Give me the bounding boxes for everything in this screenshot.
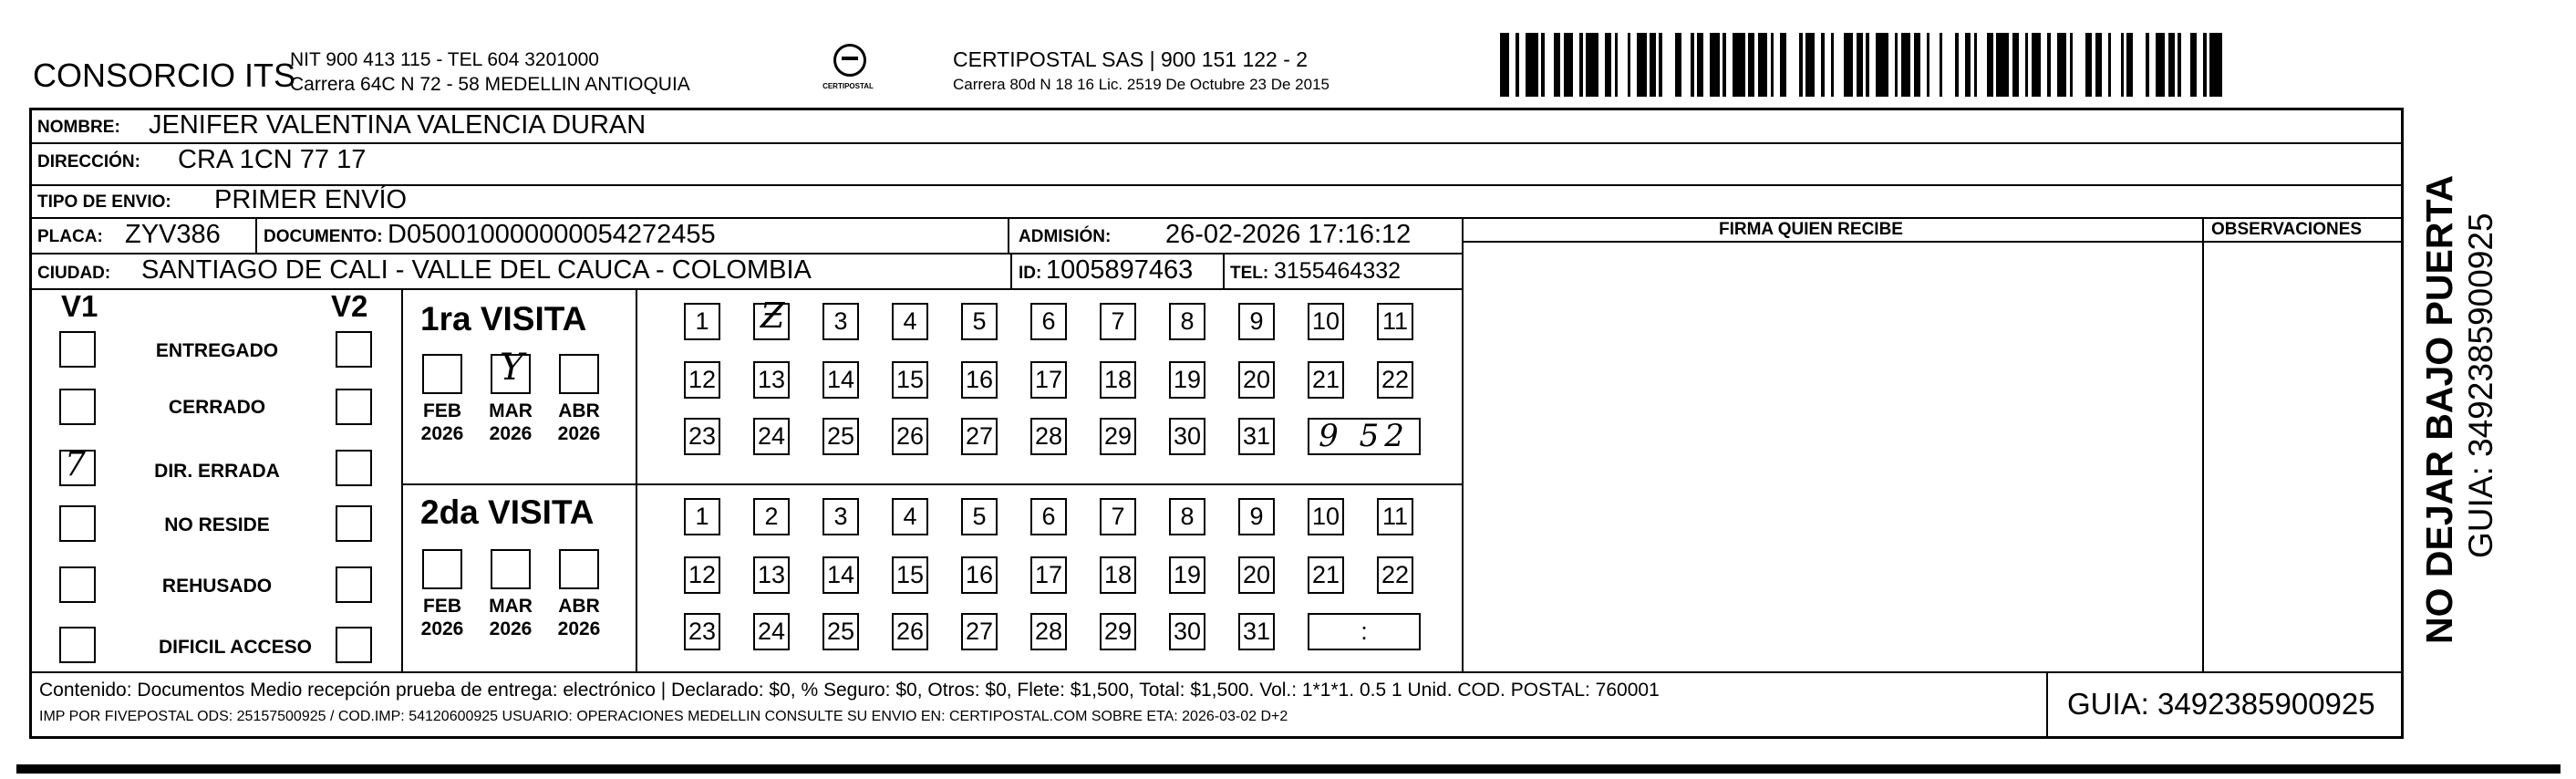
- visit1-day-30[interactable]: 30: [1169, 418, 1205, 455]
- status-rehusado: REHUSADO: [161, 576, 273, 597]
- tipo-envio-label: TIPO DE ENVIO:: [37, 192, 171, 212]
- status-entregado: ENTREGADO: [155, 340, 279, 361]
- visit2-month-box-abr[interactable]: [559, 549, 599, 589]
- v2-header: V2: [331, 289, 368, 323]
- v1-header: V1: [61, 289, 98, 323]
- company-info: [290, 47, 690, 97]
- nit-line: NIT 900 413 115 - TEL 604 3201000: [290, 49, 599, 70]
- visit2-day-26[interactable]: 26: [892, 613, 928, 650]
- certipostal-info: [953, 47, 1329, 97]
- visit2-day-11[interactable]: 11: [1377, 498, 1413, 535]
- footer-imp-line: IMP POR FIVEPOSTAL ODS: 25157500925 / COD.IMP: 54120600925 USUARIO: OPERACIONES MEDELLIN CONSULTE SU ENVIO EN: CERTIPOSTAL.COM SOBRE ETA: 2026-03-02 D+2: [39, 709, 1288, 724]
- visit1-month-label-abr: ABR 2026: [557, 400, 601, 444]
- delivery-form: [29, 108, 2404, 739]
- nombre-value: JENIFER VALENTINA VALENCIA DURAN: [149, 110, 647, 140]
- visit1-day-24[interactable]: 24: [753, 418, 790, 455]
- visit1-month-label-feb: FEB 2026: [420, 400, 464, 444]
- visit1-month-box-feb[interactable]: [422, 354, 462, 394]
- status-dificil-acceso: DIFICIL ACCESO: [158, 637, 312, 658]
- visit1-day-5[interactable]: 5: [961, 303, 998, 340]
- visit2-month-box-mar[interactable]: [491, 549, 531, 589]
- barcode: [1500, 33, 2229, 97]
- v2-checkbox-cerrado[interactable]: [336, 389, 372, 425]
- visit1-day-3[interactable]: 3: [822, 303, 859, 340]
- visit2-day-20[interactable]: 20: [1238, 556, 1275, 594]
- status-dir-errada: DIR. ERRADA: [154, 461, 280, 482]
- visit2-month-box-feb[interactable]: [422, 549, 462, 589]
- visit1-day-15[interactable]: 15: [892, 361, 928, 399]
- visit2-day-3[interactable]: 3: [822, 498, 859, 535]
- visit2-day-6[interactable]: 6: [1030, 498, 1067, 535]
- placa-value: ZYV386: [125, 220, 221, 249]
- visit2-day-18[interactable]: 18: [1100, 556, 1136, 594]
- visit1-month-label-mar: MAR 2026: [489, 400, 533, 444]
- visit1-day-2[interactable]: [753, 296, 790, 340]
- visit2-day-2[interactable]: 2: [753, 498, 790, 535]
- visit2-day-14[interactable]: 14: [822, 556, 859, 594]
- visit2-day-23[interactable]: 23: [684, 613, 720, 650]
- tipo-envio-value: PRIMER ENVÍO: [214, 185, 408, 214]
- visit1-day-9[interactable]: 9: [1238, 303, 1275, 340]
- admision-value: 26-02-2026 17:16:12: [1165, 220, 1412, 249]
- visit2-time-field[interactable]: :: [1308, 613, 1421, 650]
- company-name: CONSORCIO ITS: [33, 57, 296, 94]
- visit1-day-16[interactable]: 16: [961, 361, 998, 399]
- visit2-day-1[interactable]: 1: [684, 498, 720, 535]
- visit2-day-5[interactable]: 5: [961, 498, 998, 535]
- documento-value: D050010000000054272455: [388, 220, 716, 249]
- visit1-day-10[interactable]: 10: [1308, 303, 1344, 340]
- logo-text: CERTIPOSTAL: [822, 82, 874, 90]
- v2-checkbox-rehusado[interactable]: [336, 566, 372, 603]
- visit1-day-17[interactable]: 17: [1030, 361, 1067, 399]
- visit1-day-27[interactable]: 27: [961, 418, 998, 455]
- handwritten-day-mark: Ƶ: [760, 296, 785, 336]
- v2-checkbox-dificil-acceso[interactable]: [336, 627, 372, 663]
- firma-label: FIRMA QUIEN RECIBE: [1719, 220, 1903, 239]
- visit1-day-21[interactable]: 21: [1308, 361, 1344, 399]
- visit2-day-4[interactable]: 4: [892, 498, 928, 535]
- visit1-day-26[interactable]: 26: [892, 418, 928, 455]
- address-line: Carrera 64C N 72 - 58 MEDELLIN ANTIOQUIA: [290, 74, 690, 95]
- visit1-day-6[interactable]: 6: [1030, 303, 1067, 340]
- footer-content-line: Contenido: Documentos Medio recepción prueba de entrega: electrónico | Declarado: $0, % Seguro: $0, Otros: $0, Flete: $1,500, Total: $1,500. Vol.: 1*1*1. 0.5 1 Unid. COD. POSTAL: 760001: [39, 680, 1660, 701]
- visit1-day-19[interactable]: 19: [1169, 361, 1205, 399]
- visit1-day-23[interactable]: 23: [684, 418, 720, 455]
- visit2-day-30[interactable]: 30: [1169, 613, 1205, 650]
- visit1-day-11[interactable]: 11: [1377, 303, 1413, 340]
- visit2-day-7[interactable]: 7: [1100, 498, 1136, 535]
- visit1-time-field[interactable]: 9 52: [1308, 418, 1421, 455]
- v2-checkbox-entregado[interactable]: [336, 331, 372, 368]
- visit1-day-25[interactable]: 25: [822, 418, 859, 455]
- visit2-month-label-abr: ABR 2026: [557, 596, 601, 639]
- visit1-day-12[interactable]: 12: [684, 361, 720, 399]
- direccion-value: CRA 1CN 77 17: [178, 145, 367, 174]
- logo-emblem-icon: [833, 44, 866, 77]
- visit1-day-7[interactable]: 7: [1100, 303, 1136, 340]
- visit2-day-24[interactable]: 24: [753, 613, 790, 650]
- observaciones-label: OBSERVACIONES: [2211, 220, 2363, 239]
- tel-label: TEL:: [1230, 264, 1269, 283]
- v1-checkbox-dificil-acceso[interactable]: [59, 627, 96, 663]
- visit2-day-19[interactable]: 19: [1169, 556, 1205, 594]
- visit2-day-22[interactable]: 22: [1377, 556, 1413, 594]
- visit1-day-20[interactable]: 20: [1238, 361, 1275, 399]
- visit1-day-4[interactable]: 4: [892, 303, 928, 340]
- id-value: 1005897463: [1046, 255, 1194, 285]
- visit1-day-13[interactable]: 13: [753, 361, 790, 399]
- v1-checkbox-entregado[interactable]: [59, 331, 96, 368]
- visit2-day-29[interactable]: 29: [1100, 613, 1136, 650]
- v1-checkbox-no-reside[interactable]: [59, 505, 96, 542]
- side-guia: GUIA: 3492385900925: [2462, 213, 2499, 558]
- certipostal-line1: CERTIPOSTAL SAS | 900 151 122 - 2: [953, 47, 1309, 71]
- bottom-rule: [16, 764, 2560, 774]
- certipostal-line2: Carrera 80d N 18 16 Lic. 2519 De Octubre 23 De 2015: [953, 76, 1329, 93]
- visit1-day-29[interactable]: 29: [1100, 418, 1136, 455]
- visit1-title: 1ra VISITA: [420, 300, 587, 338]
- visit1-day-14[interactable]: 14: [822, 361, 859, 399]
- visit2-day-21[interactable]: 21: [1308, 556, 1344, 594]
- direccion-label: DIRECCIÓN:: [37, 152, 140, 171]
- visit2-day-8[interactable]: 8: [1169, 498, 1205, 535]
- visit1-month-box-abr[interactable]: [559, 354, 599, 394]
- certipostal-logo: [821, 36, 875, 109]
- status-no-reside: NO RESIDE: [164, 514, 270, 535]
- visit2-day-13[interactable]: 13: [753, 556, 790, 594]
- visit2-day-12[interactable]: 12: [684, 556, 720, 594]
- footer-guia: GUIA: 3492385900925: [2067, 687, 2375, 721]
- visit2-day-10[interactable]: 10: [1308, 498, 1344, 535]
- visit1-day-31[interactable]: 31: [1238, 418, 1275, 455]
- visit2-day-28[interactable]: 28: [1030, 613, 1067, 650]
- visit2-day-15[interactable]: 15: [892, 556, 928, 594]
- v2-checkbox-dir-errada[interactable]: [336, 450, 372, 486]
- nombre-label: NOMBRE:: [37, 118, 120, 137]
- v1-checkbox-dir-errada[interactable]: [59, 446, 96, 486]
- visit1-day-22[interactable]: 22: [1377, 361, 1413, 399]
- visit2-day-27[interactable]: 27: [961, 613, 998, 650]
- visit2-title: 2da VISITA: [420, 493, 595, 531]
- visit1-day-1[interactable]: 1: [684, 303, 720, 340]
- v1-checkbox-cerrado[interactable]: [59, 389, 96, 425]
- visit2-day-17[interactable]: 17: [1030, 556, 1067, 594]
- admision-label: ADMISIÓN:: [1019, 227, 1112, 246]
- visit1-month-box-mar[interactable]: [491, 347, 531, 394]
- visit2-day-9[interactable]: 9: [1238, 498, 1275, 535]
- id-label: ID:: [1019, 264, 1042, 283]
- ciudad-label: CIUDAD:: [37, 264, 111, 283]
- v2-checkbox-no-reside[interactable]: [336, 505, 372, 542]
- visit2-day-16[interactable]: 16: [961, 556, 998, 594]
- handwritten-month-mark: Y: [500, 347, 524, 389]
- visit2-day-25[interactable]: 25: [822, 613, 859, 650]
- ciudad-value: SANTIAGO DE CALI - VALLE DEL CAUCA - COLOMBIA: [141, 255, 812, 285]
- visit1-day-28[interactable]: 28: [1030, 418, 1067, 455]
- visit2-month-label-mar: MAR 2026: [489, 596, 533, 639]
- no-dejar-bajo-puerta: NO DEJAR BAJO PUERTA: [2418, 174, 2460, 644]
- visit1-day-18[interactable]: 18: [1100, 361, 1136, 399]
- tel-value: 3155464332: [1274, 258, 1402, 284]
- documento-label: DOCUMENTO:: [264, 227, 383, 246]
- status-cerrado: CERRADO: [168, 397, 266, 418]
- visit2-month-label-feb: FEB 2026: [420, 596, 464, 639]
- visit1-day-8[interactable]: 8: [1169, 303, 1205, 340]
- v1-checkbox-rehusado[interactable]: [59, 566, 96, 603]
- placa-label: PLACA:: [37, 227, 103, 246]
- visit2-day-31[interactable]: 31: [1238, 613, 1275, 650]
- handwritten-check-mark: 7: [65, 446, 86, 483]
